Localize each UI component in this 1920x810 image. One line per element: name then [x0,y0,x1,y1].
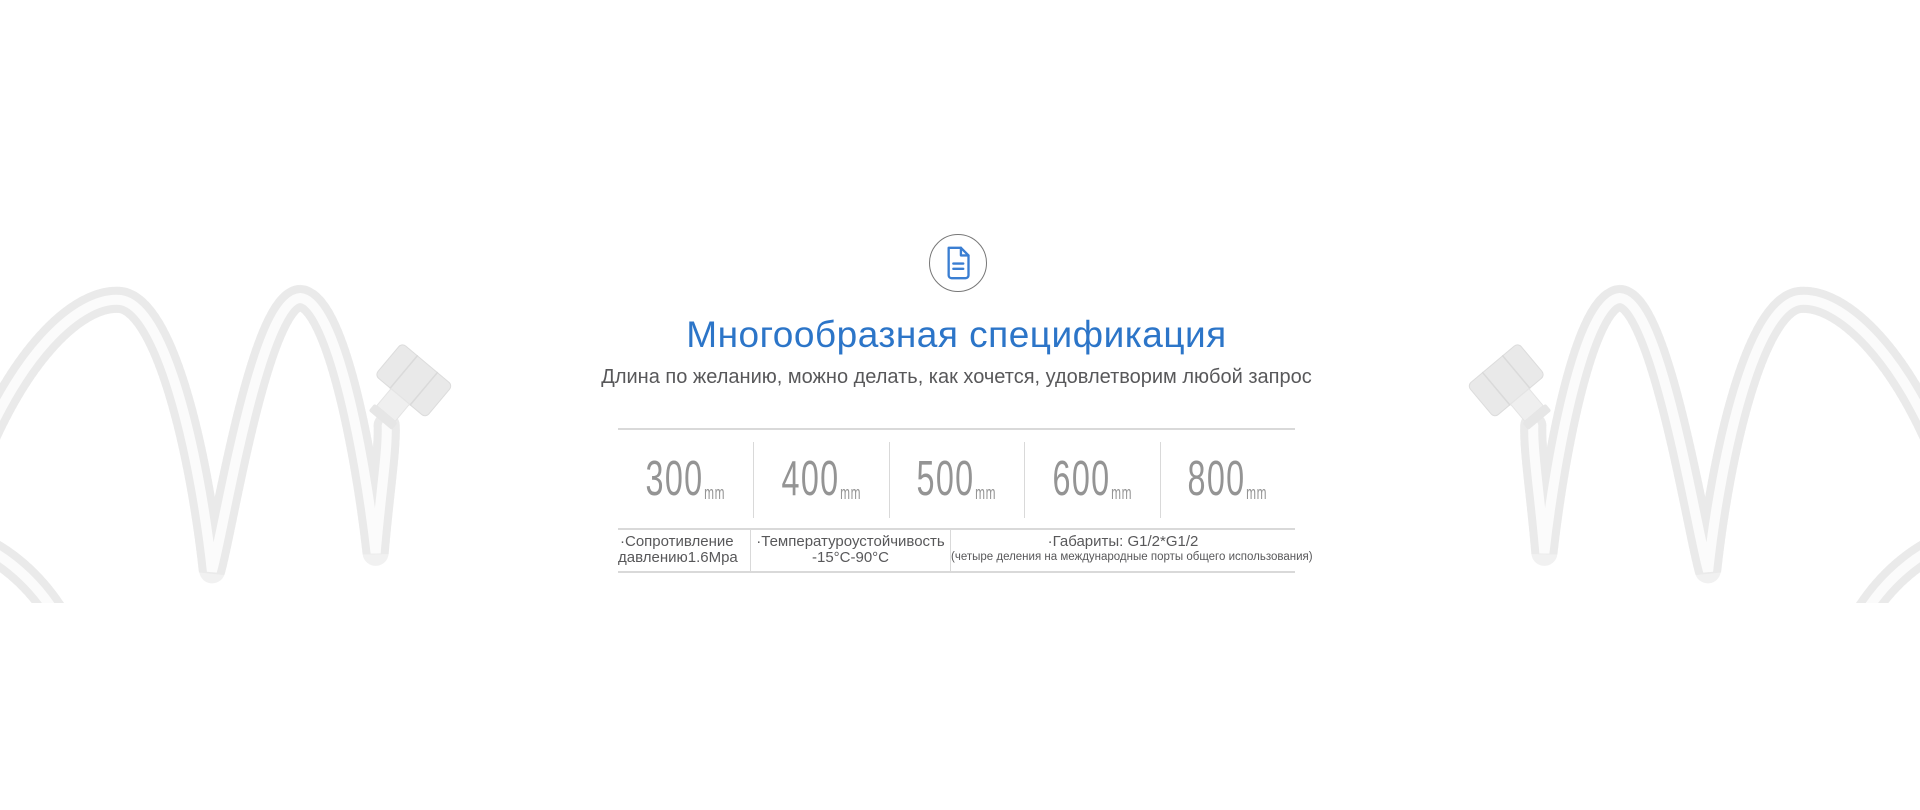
size-unit: mm [975,482,997,503]
size-unit: mm [1246,482,1268,503]
hex-nut-fitting [1467,343,1565,442]
section-subtitle: Длина по желанию, можно делать, как хочется, удовлетворим любой запрос [601,366,1312,388]
braided-hose-photo-left [0,238,462,603]
spec-dimensions [950,530,1313,571]
section-title: Многообразная спецификация [686,314,1227,355]
size-unit: mm [839,482,861,503]
size-option-800 [1160,430,1295,528]
size-value: 800 [1187,451,1246,506]
size-value: 400 [781,451,840,506]
size-options-row [618,430,1295,528]
hex-nut-fitting [355,343,453,442]
size-option-600 [1024,430,1159,528]
size-option-300 [618,430,753,528]
size-value: 500 [916,451,975,506]
braided-hose-photo-right [1458,238,1920,603]
divider-bottom [618,571,1295,573]
spec-icon-circle [929,234,987,292]
size-unit: mm [704,482,726,503]
document-icon [944,246,972,280]
size-value: 600 [1052,451,1110,506]
hose-illustration [1458,238,1920,603]
spec-dimensions-line1: ·Габариты: G1/2*G1/2 [1047,533,1199,550]
spec-temperature-line2: -15°C-90°C [811,549,890,566]
spec-temperature [750,530,950,571]
spec-pressure-line1: ·Сопротивление [620,533,734,550]
spec-details-row [618,530,1313,571]
size-option-500 [889,430,1024,528]
spec-pressure [618,530,750,571]
spec-temperature-line1: ·Температуроустойчивость [756,533,945,550]
size-option-400 [753,430,888,528]
spec-pressure-line2: давлению1.6Mpa [618,549,738,566]
size-value: 300 [645,451,704,506]
spec-dimensions-line2: (четыре деления на международные порты общего использования) [951,551,1313,563]
hose-illustration [0,238,462,603]
size-unit: mm [1110,482,1132,503]
